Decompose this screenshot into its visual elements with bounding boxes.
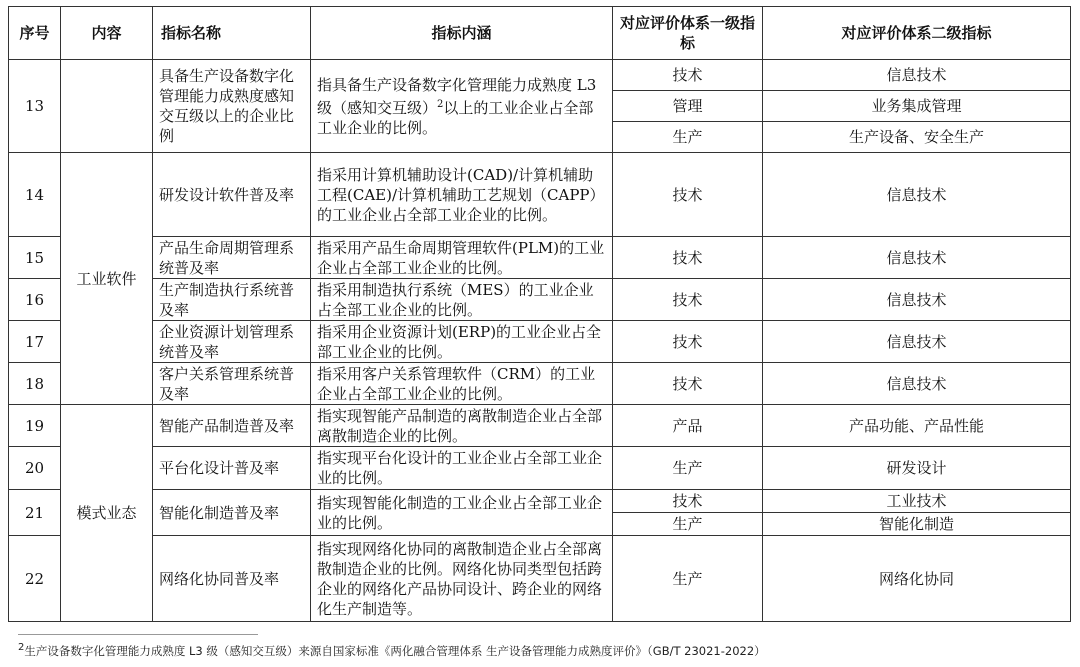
row-meaning-part-b: 以上的工业企业占全部工业企业的比例。 (317, 98, 594, 137)
row-level1: 技术 (613, 363, 763, 405)
table-row (9, 447, 1071, 490)
row-meaning: 指实现网络化协同的离散制造企业占全部离散制造企业的比例。网络化协同类型包括跨企业的网络化产品协同设计、跨企业的网络化生产制造等。 (311, 536, 613, 622)
row-level1: 生产 (613, 122, 763, 153)
row-name: 客户关系管理系统普及率 (153, 363, 311, 405)
row-seq: 21 (9, 490, 61, 536)
row-level2: 业务集成管理 (763, 91, 1071, 122)
row-level2: 智能化制造 (763, 513, 1071, 536)
row-meaning: 指采用计算机辅助设计(CAD)/计算机辅助工程(CAE)/计算机辅助工艺规划（CAPP）的工业企业占全部工业企业的比例。 (311, 153, 613, 237)
row-level2: 工业技术 (763, 490, 1071, 513)
row-meaning: 指实现智能化制造的工业企业占全部工业企业的比例。 (311, 490, 613, 536)
row-name: 研发设计软件普及率 (153, 153, 311, 237)
row-meaning: 指采用企业资源计划(ERP)的工业企业占全部工业企业的比例。 (311, 321, 613, 363)
table-row (9, 60, 1071, 91)
row-meaning-part-a: 指具备生产设备数字化管理能力成熟度 L3 级（感知交互级） (317, 75, 597, 117)
row-level2: 信息技术 (763, 237, 1071, 279)
footnote-marker: 2 (18, 642, 25, 653)
header-content: 内容 (61, 7, 153, 60)
row-level2: 产品功能、产品性能 (763, 405, 1071, 447)
row-level2: 信息技术 (763, 153, 1071, 237)
footnote-ref: 2 (437, 98, 444, 110)
row-level1: 技术 (613, 490, 763, 513)
table-row (9, 536, 1071, 622)
row-meaning: 指采用制造执行系统（MES）的工业企业占全部工业企业的比例。 (311, 279, 613, 321)
row-level1: 技术 (613, 321, 763, 363)
row-seq: 18 (9, 363, 61, 405)
row-seq: 16 (9, 279, 61, 321)
row-name: 平台化设计普及率 (153, 447, 311, 490)
footnote (18, 642, 766, 659)
row-level2: 信息技术 (763, 60, 1071, 91)
row-seq: 13 (9, 60, 61, 153)
table-row (9, 363, 1071, 405)
table-row (9, 279, 1071, 321)
table-row (9, 405, 1071, 447)
row-level1: 管理 (613, 91, 763, 122)
indicator-table (8, 6, 1071, 622)
row-level2: 信息技术 (763, 321, 1071, 363)
header-level1: 对应评价体系一级指标 (613, 7, 763, 60)
row-level1: 技术 (613, 279, 763, 321)
row-name: 智能化制造普及率 (153, 490, 311, 536)
row-level1: 技术 (613, 60, 763, 91)
row-level1: 生产 (613, 513, 763, 536)
row-seq: 19 (9, 405, 61, 447)
row-level1: 产品 (613, 405, 763, 447)
row-level2: 生产设备、安全生产 (763, 122, 1071, 153)
row-name: 网络化协同普及率 (153, 536, 311, 622)
row-level2: 研发设计 (763, 447, 1071, 490)
header-name: 指标名称 (153, 7, 311, 60)
header-level2: 对应评价体系二级指标 (763, 7, 1071, 60)
row-meaning: 指采用产品生命周期管理软件(PLM)的工业企业占全部工业企业的比例。 (311, 237, 613, 279)
header-row (9, 7, 1071, 60)
row-level2: 信息技术 (763, 363, 1071, 405)
row-name: 产品生命周期管理系统普及率 (153, 237, 311, 279)
row-meaning: 指实现智能产品制造的离散制造企业占全部离散制造企业的比例。 (311, 405, 613, 447)
row-name: 企业资源计划管理系统普及率 (153, 321, 311, 363)
row-level2: 信息技术 (763, 279, 1071, 321)
row-content-empty (61, 60, 153, 153)
indicator-table-wrapper (8, 6, 1072, 622)
row-level1: 技术 (613, 237, 763, 279)
row-seq: 15 (9, 237, 61, 279)
row-meaning (311, 60, 613, 153)
row-name: 具备生产设备数字化管理能力成熟度感知交互级以上的企业比例 (153, 60, 311, 153)
table-row (9, 321, 1071, 363)
header-seq: 序号 (9, 7, 61, 60)
row-name: 智能产品制造普及率 (153, 405, 311, 447)
row-level1: 技术 (613, 153, 763, 237)
row-level2: 网络化协同 (763, 536, 1071, 622)
footnote-text: 生产设备数字化管理能力成熟度 L3 级（感知交互级）来源自国家标准《两化融合管理体系 生产设备管理能力成熟度评价》（GB/T 23021-2022） (24, 643, 766, 658)
row-name: 生产制造执行系统普及率 (153, 279, 311, 321)
table-row (9, 153, 1071, 237)
row-level1: 生产 (613, 536, 763, 622)
row-level1: 生产 (613, 447, 763, 490)
row-seq: 14 (9, 153, 61, 237)
row-seq: 17 (9, 321, 61, 363)
row-meaning: 指采用客户关系管理软件（CRM）的工业企业占全部工业企业的比例。 (311, 363, 613, 405)
table-row (9, 490, 1071, 513)
row-content: 模式业态 (61, 405, 153, 622)
table-row (9, 237, 1071, 279)
row-content: 工业软件 (61, 153, 153, 405)
footnote-divider (18, 634, 258, 635)
row-meaning: 指实现平台化设计的工业企业占全部工业企业的比例。 (311, 447, 613, 490)
row-seq: 20 (9, 447, 61, 490)
header-meaning: 指标内涵 (311, 7, 613, 60)
row-seq: 22 (9, 536, 61, 622)
